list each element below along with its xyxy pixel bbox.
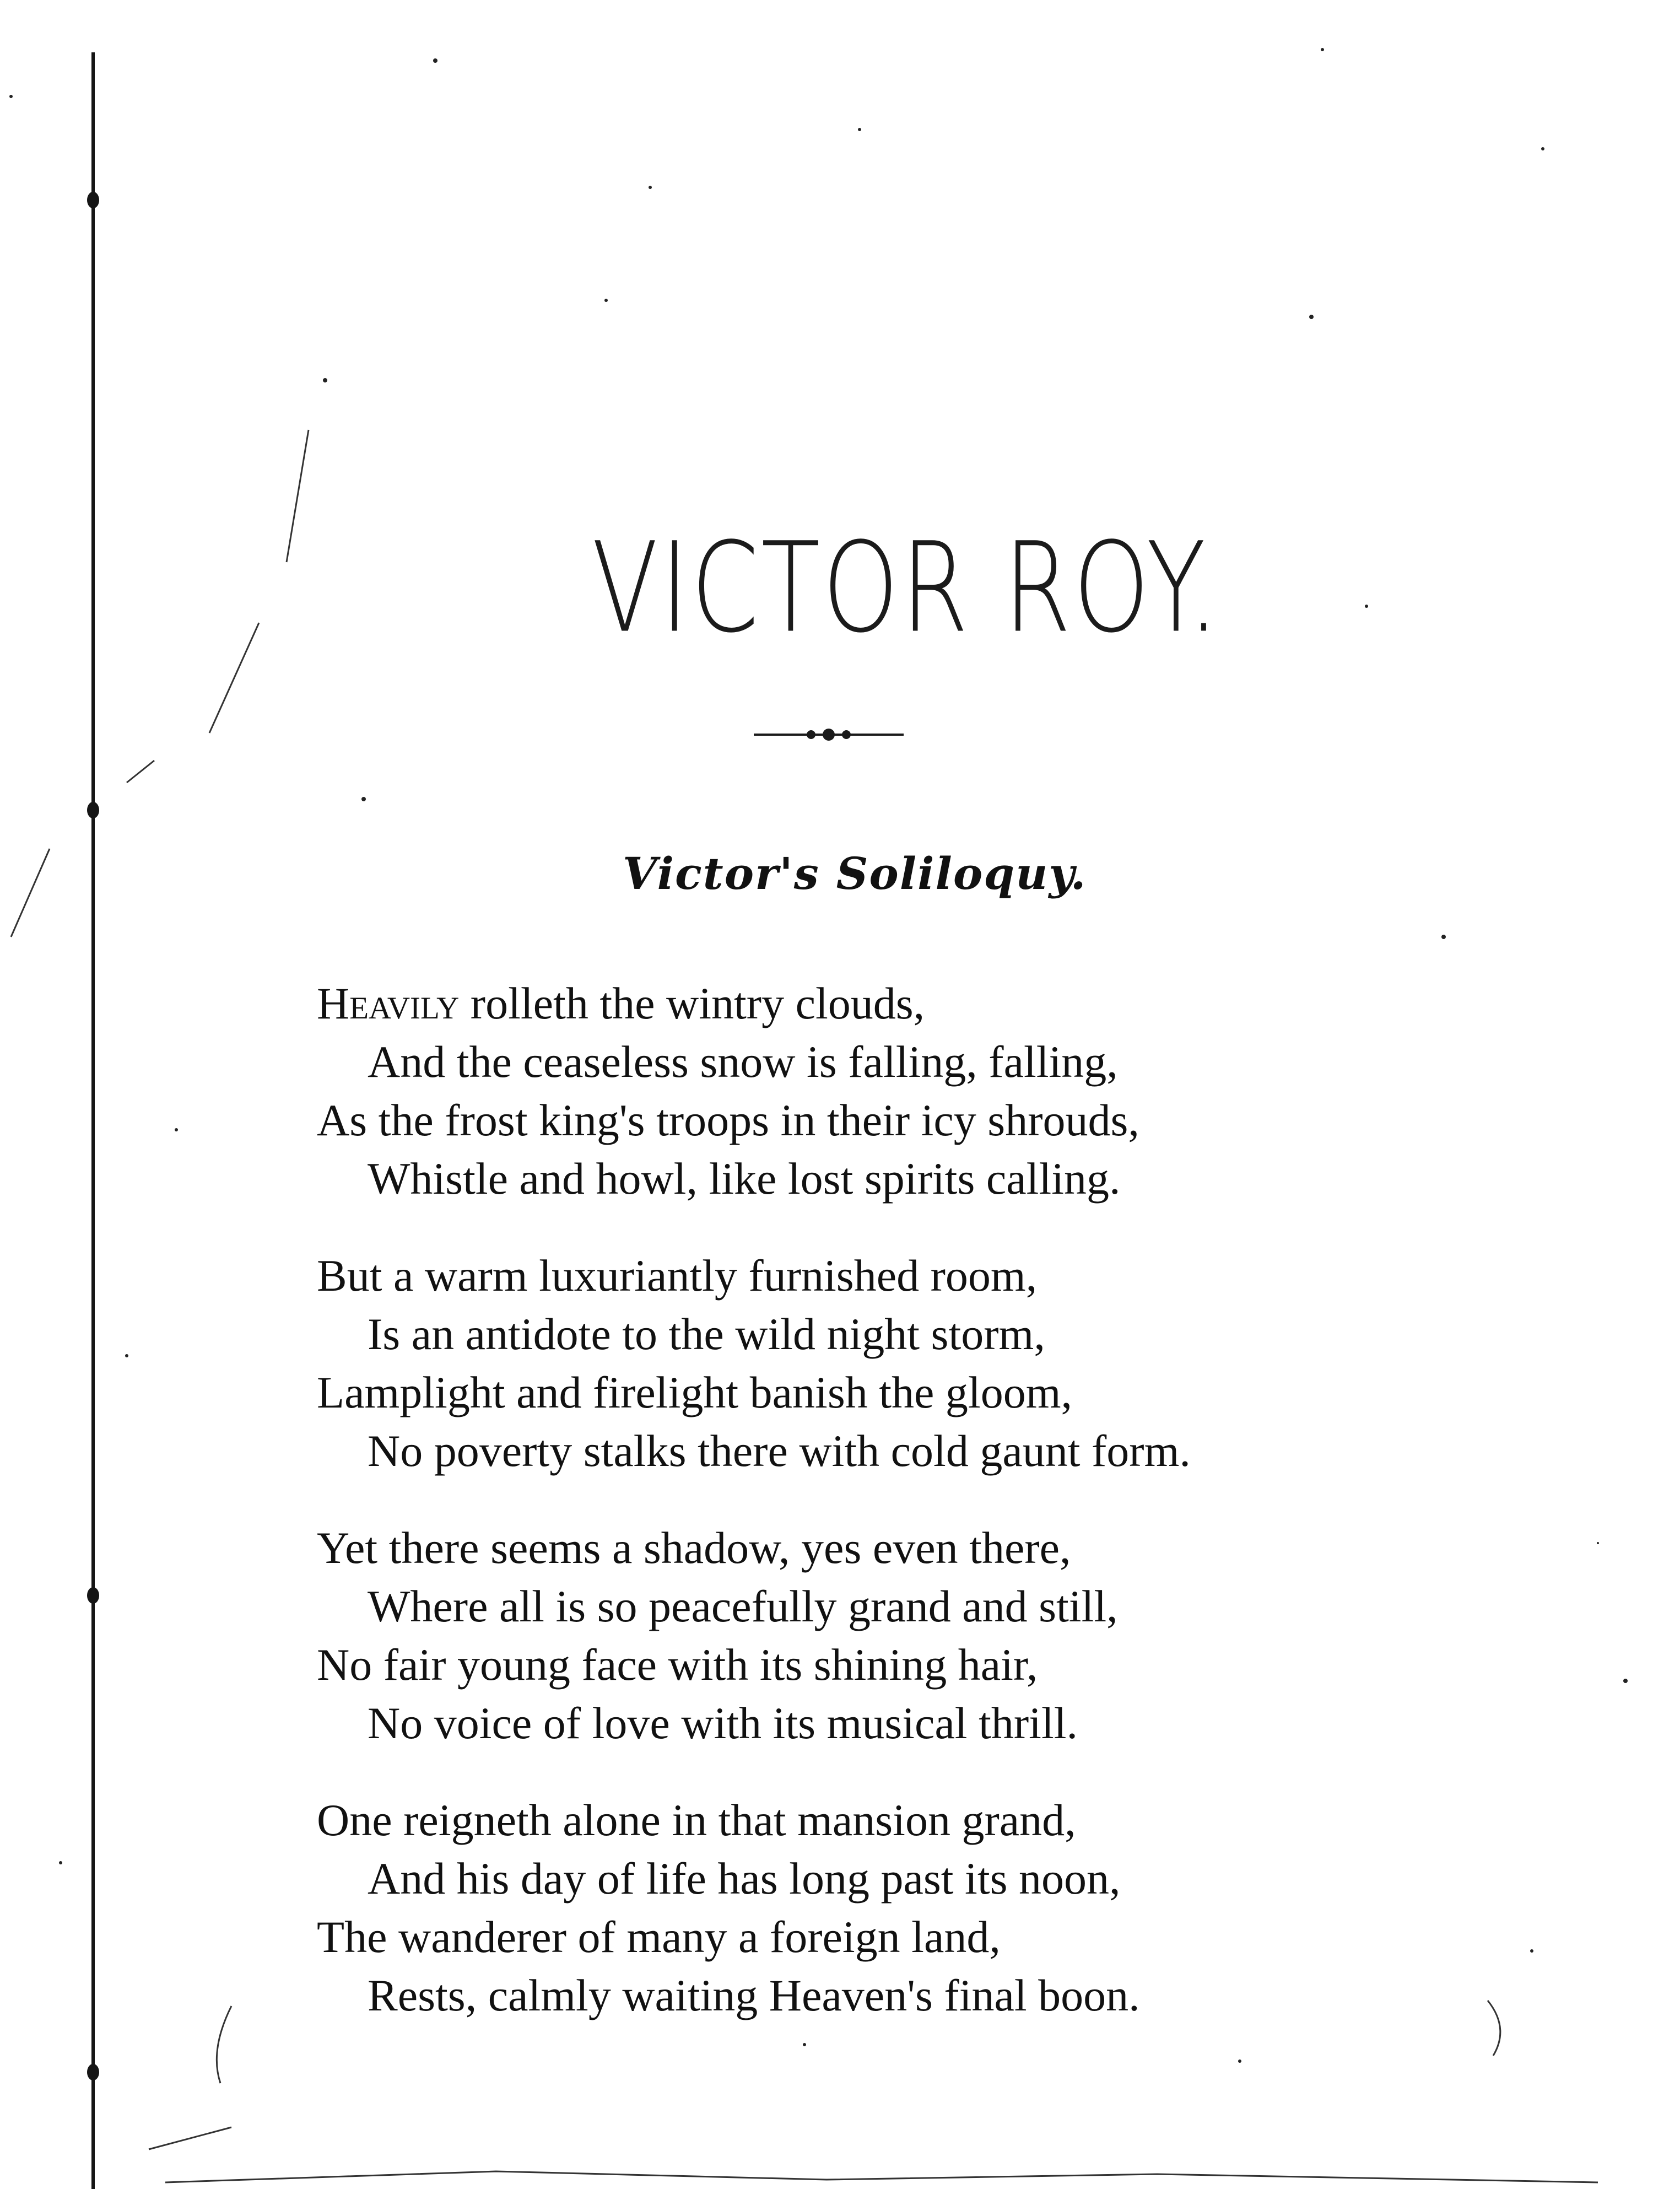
poem-line: No fair young face with its shining hair, xyxy=(317,1640,1038,1690)
stanza xyxy=(317,1247,1474,1480)
poem-line: No voice of love with its musical thrill. xyxy=(368,1698,1078,1748)
poem-line: Whistle and howl, like lost spirits calling. xyxy=(368,1153,1121,1204)
poem xyxy=(317,974,1474,2063)
binding-mark xyxy=(87,1587,99,1604)
binding-mark xyxy=(87,192,99,208)
poem-line: As the frost king's troops in their icy shrouds, xyxy=(317,1095,1139,1145)
ornament-divider xyxy=(754,727,904,742)
poem-line: Rests, calmly waiting Heaven's final boon. xyxy=(368,1970,1140,2020)
poem-line: Yet there seems a shadow, yes even there, xyxy=(317,1523,1071,1573)
stanza xyxy=(317,1519,1474,1753)
poem-line: And the ceaseless snow is falling, falling, xyxy=(368,1037,1118,1087)
poem-line: One reigneth alone in that mansion grand, xyxy=(317,1795,1076,1845)
poem-line: No poverty stalks there with cold gaunt form. xyxy=(368,1426,1191,1476)
poem-line: Lamplight and firelight banish the gloom, xyxy=(317,1367,1072,1417)
stanza xyxy=(317,1791,1474,2025)
page-title: VICTOR ROY. xyxy=(592,515,1222,661)
poem-line: But a warm luxuriantly furnished room, xyxy=(317,1250,1038,1301)
poem-line: The wanderer of many a foreign land, xyxy=(317,1912,1001,1962)
page-binding-line xyxy=(91,52,95,2189)
poem-line: Where all is so peacefully grand and still, xyxy=(368,1581,1118,1631)
poem-line: And his day of life has long past its noon, xyxy=(368,1853,1121,1904)
poem-line: Is an antidote to the wild night storm, xyxy=(368,1309,1045,1359)
binding-mark xyxy=(87,802,99,818)
poem-line xyxy=(317,974,1474,1033)
opening-word: Heavily xyxy=(317,978,460,1028)
poem-line-text: rolleth the wintry clouds, xyxy=(459,978,925,1028)
stanza xyxy=(317,974,1474,1208)
section-heading: Victor's Soliloquy. xyxy=(623,848,1087,899)
binding-mark xyxy=(87,2064,99,2080)
